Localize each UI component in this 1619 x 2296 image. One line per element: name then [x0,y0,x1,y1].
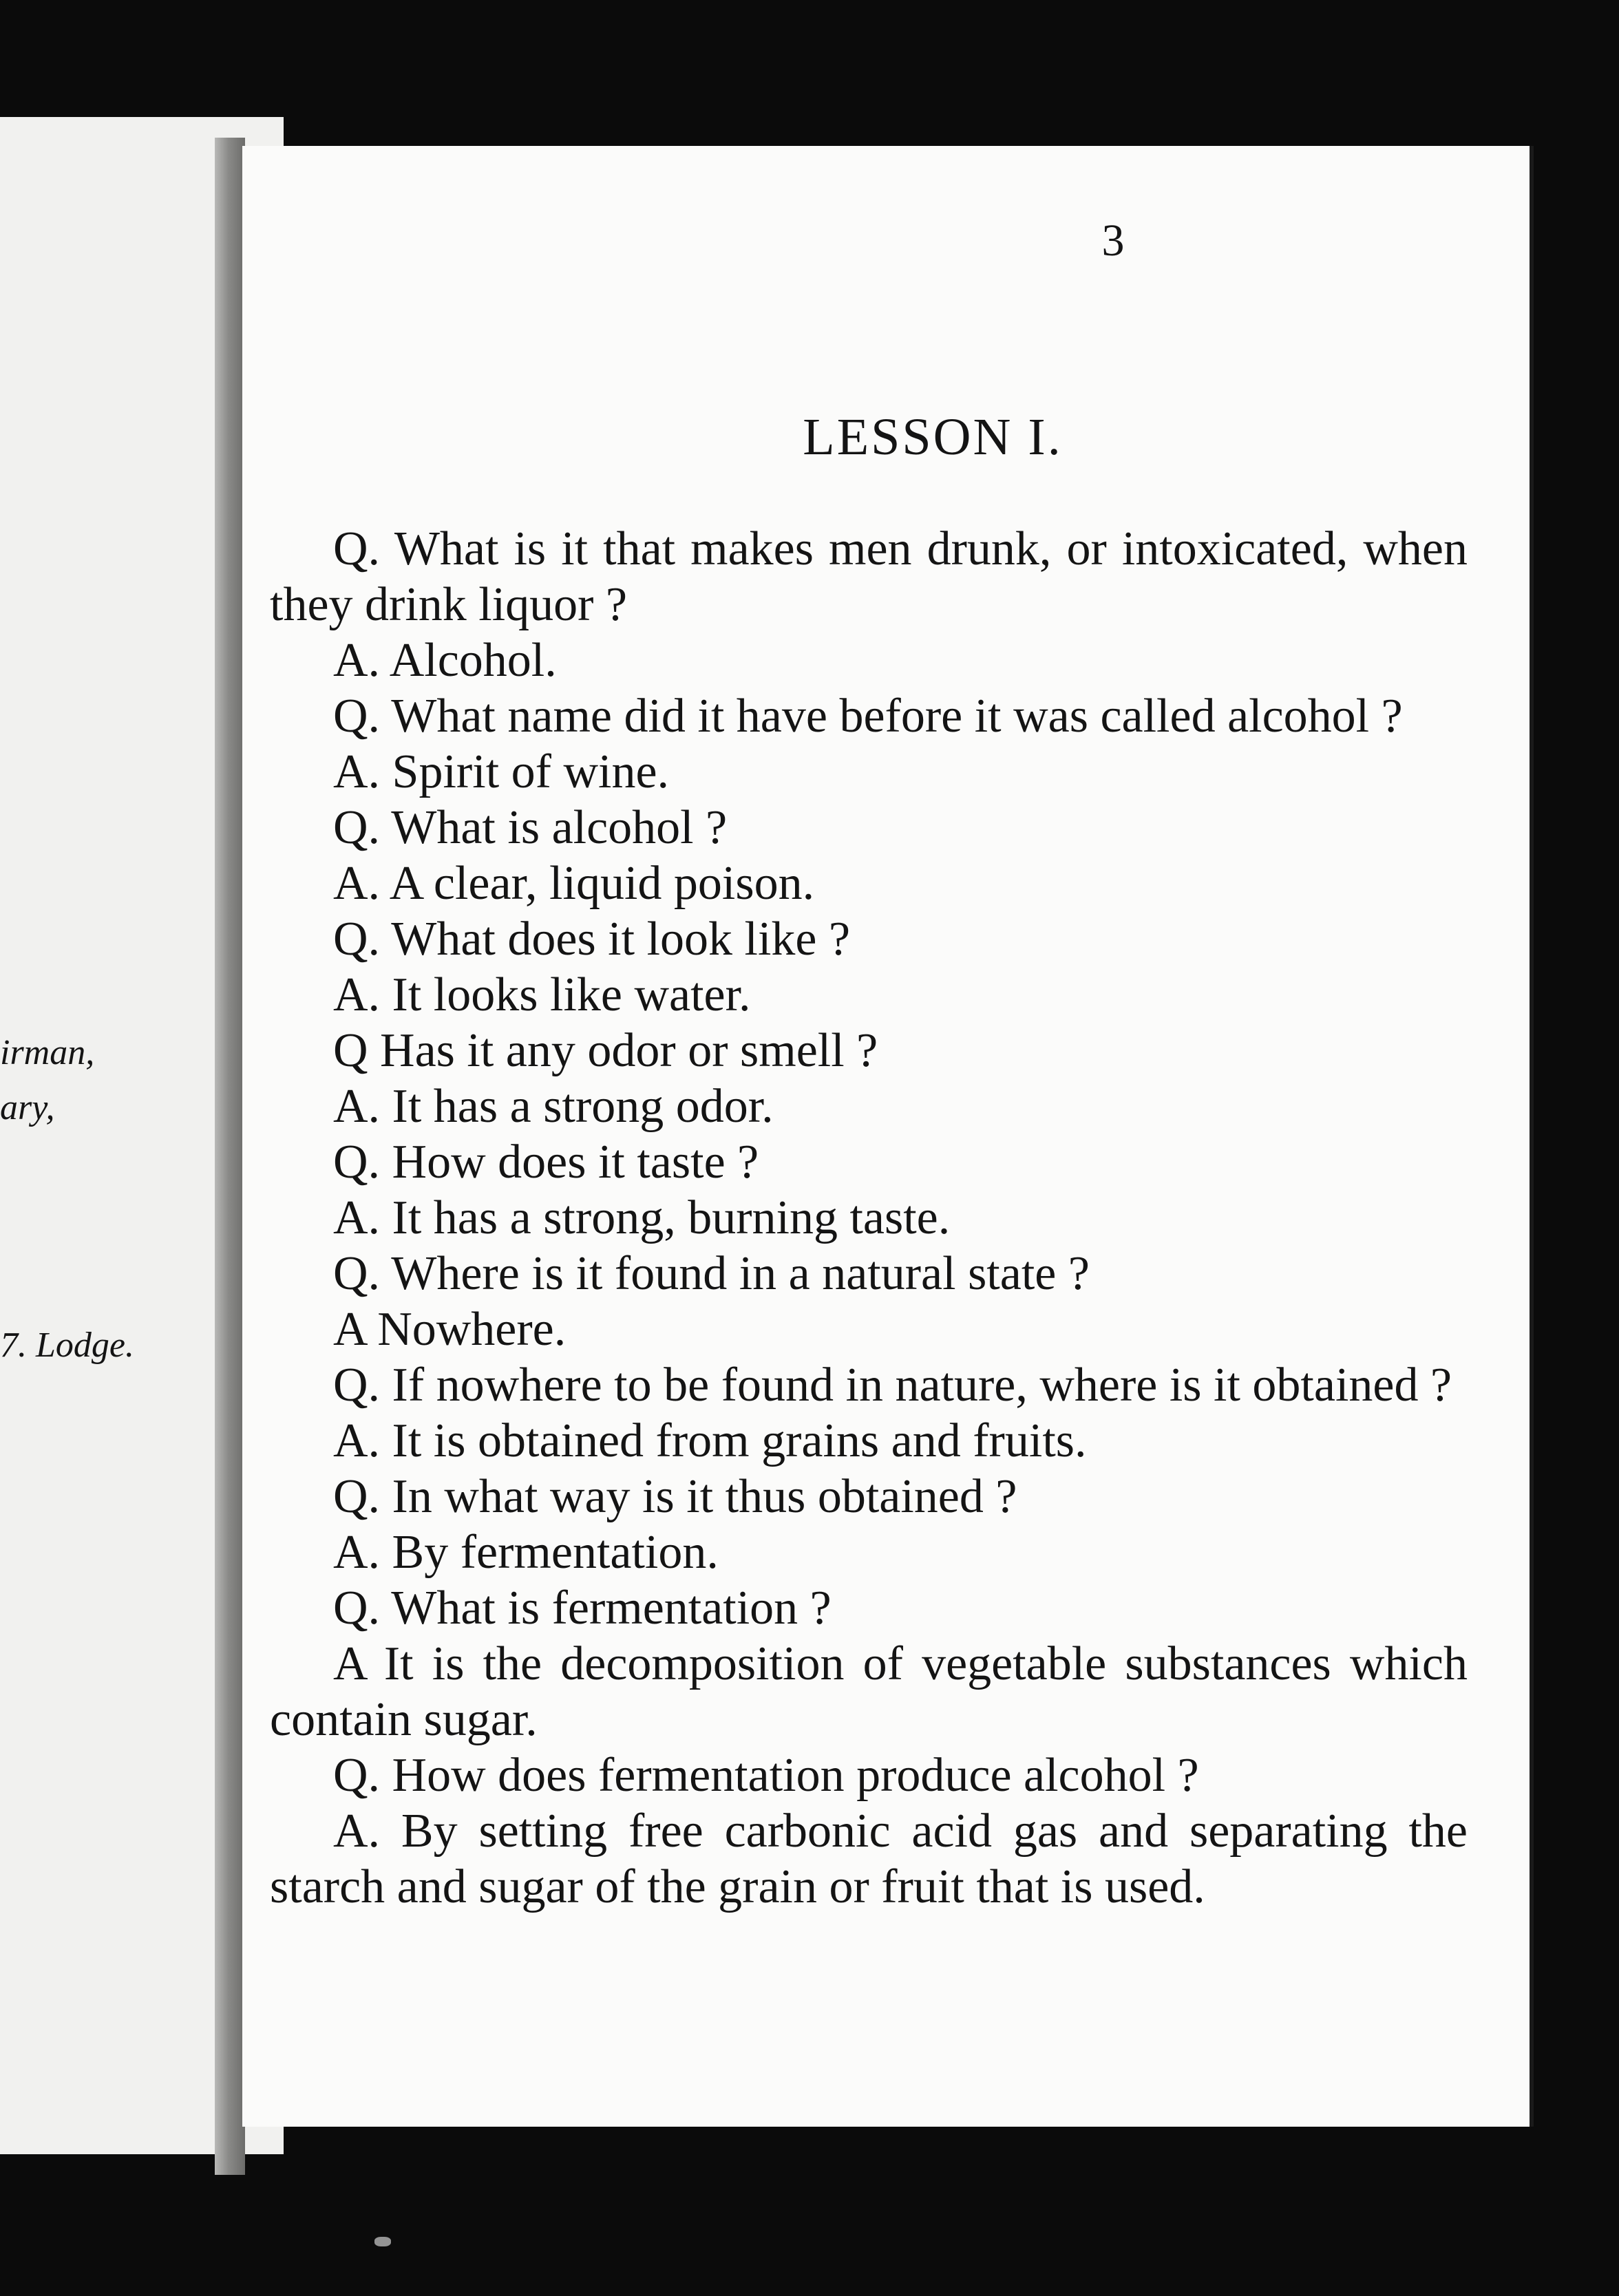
left-page-line: ary, [0,1088,55,1127]
qa-paragraph: Q. What does it look like ? [333,913,851,966]
qa-paragraph: Q Has it any odor or smell ? [333,1024,878,1077]
qa-paragraph: A Nowhere. [333,1303,567,1356]
scan-speck [374,2237,391,2246]
qa-paragraph: A. It has a strong odor. [333,1080,774,1133]
qa-paragraph: A. By fermentation. [333,1526,719,1579]
qa-paragraph: A. By setting free carbonic acid gas and separating the starch and sugar of the grain or fruit that is used. [270,1805,1468,1913]
book-page [242,146,1530,2127]
qa-paragraph: Q. If nowhere to be found in nature, where is it obtained ? [333,1359,1452,1412]
qa-paragraph: A. It is obtained from grains and fruits. [333,1414,1087,1467]
question-answer-list [270,521,1468,1915]
qa-paragraph: A. Spirit of wine. [333,745,670,798]
lesson-title: LESSON I. [803,408,1063,466]
qa-paragraph: Q. What is alcohol ? [333,801,728,854]
left-page-line: 7. Lodge. [0,1326,134,1365]
book-gutter [215,138,245,2175]
left-page-line: irman, [0,1033,95,1072]
qa-paragraph: A. It looks like water. [333,968,751,1021]
qa-paragraph: A. Alcohol. [333,634,557,687]
qa-paragraph: Q. What is fermentation ? [333,1582,832,1635]
qa-paragraph: Q. Where is it found in a natural state ? [333,1247,1090,1300]
qa-paragraph: Q. What name did it have before it was called alcohol ? [333,690,1403,743]
qa-paragraph: Q. What is it that makes men drunk, or intoxicated, when they drink liquor ? [270,522,1468,631]
qa-paragraph: Q. In what way is it thus obtained ? [333,1470,1017,1523]
qa-paragraph: Q. How does fermentation produce alcohol ? [333,1749,1199,1802]
qa-paragraph: A It is the decomposition of vegetable substances which contain sugar. [270,1637,1468,1746]
page-number: 3 [1101,215,1125,266]
qa-paragraph: Q. How does it taste ? [333,1136,759,1189]
qa-paragraph: A. A clear, liquid poison. [333,857,815,910]
qa-paragraph: A. It has a strong, burning taste. [333,1191,951,1244]
